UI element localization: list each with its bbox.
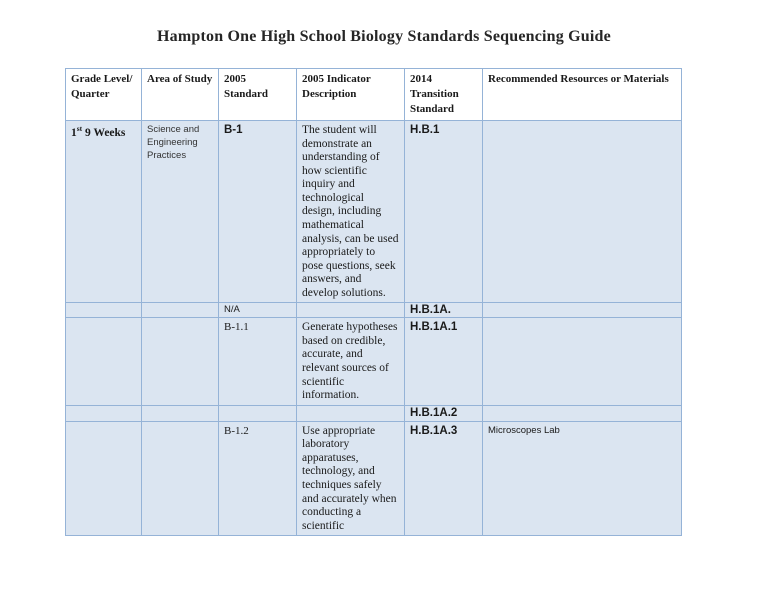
table-header-row <box>66 69 682 121</box>
cell-area-of-study <box>142 318 219 405</box>
header-area-of-study: Area of Study <box>142 69 219 121</box>
cell-transition-standard: H.B.1A.2 <box>405 405 483 421</box>
cell-2005-standard: B-1.2 <box>219 421 297 536</box>
table-row <box>66 303 682 318</box>
cell-grade-level <box>66 421 142 536</box>
header-transition-standard: 2014 Transition Standard <box>405 69 483 121</box>
cell-resources <box>483 303 682 318</box>
cell-grade-level <box>66 318 142 405</box>
page-title: Hampton One High School Biology Standards Sequencing Guide <box>157 28 611 45</box>
cell-transition-standard: H.B.1A. <box>405 303 483 318</box>
header-indicator-description: 2005 Indicator Description <box>297 69 405 121</box>
cell-2005-standard <box>219 405 297 421</box>
cell-transition-standard: H.B.1A.1 <box>405 318 483 405</box>
table-row <box>66 121 682 303</box>
cell-grade-level <box>66 303 142 318</box>
cell-2005-standard: B-1 <box>219 121 297 303</box>
header-resources: Recommended Resources or Materials <box>483 69 682 121</box>
cell-resources <box>483 405 682 421</box>
cell-area-of-study <box>142 405 219 421</box>
standards-table <box>65 68 682 536</box>
cell-area-of-study <box>142 303 219 318</box>
cell-grade-level <box>66 405 142 421</box>
cell-2005-standard: B-1.1 <box>219 318 297 405</box>
table-row <box>66 421 682 536</box>
cell-area-of-study: Science and Engineering Practices <box>142 121 219 303</box>
cell-resources <box>483 121 682 303</box>
grade-ordinal-suffix: st <box>76 124 83 133</box>
cell-2005-standard: N/A <box>219 303 297 318</box>
grade-number: 1 <box>71 126 77 139</box>
cell-area-of-study <box>142 421 219 536</box>
cell-indicator-description: Use appropriate laboratory apparatuses, technology, and techniques safely and accurately when conducting a scientific <box>297 421 405 536</box>
cell-grade-level <box>66 121 142 303</box>
cell-indicator-description <box>297 303 405 318</box>
cell-indicator-description <box>297 405 405 421</box>
cell-transition-standard: H.B.1A.3 <box>405 421 483 536</box>
header-grade-level: Grade Level/ Quarter <box>66 69 142 121</box>
table-row <box>66 405 682 421</box>
cell-resources: Microscopes Lab <box>483 421 682 536</box>
cell-indicator-description: Generate hypotheses based on credible, accurate, and relevant sources of scientific information. <box>297 318 405 405</box>
cell-resources <box>483 318 682 405</box>
header-2005-standard: 2005 Standard <box>219 69 297 121</box>
cell-indicator-description: The student will demonstrate an understanding of how scientific inquiry and technological design, including mathematical analysis, can be used appropriately to pose questions, seek answers, and develop solutions. <box>297 121 405 303</box>
cell-transition-standard: H.B.1 <box>405 121 483 303</box>
grade-text: 9 Weeks <box>82 126 126 139</box>
table-row <box>66 318 682 405</box>
